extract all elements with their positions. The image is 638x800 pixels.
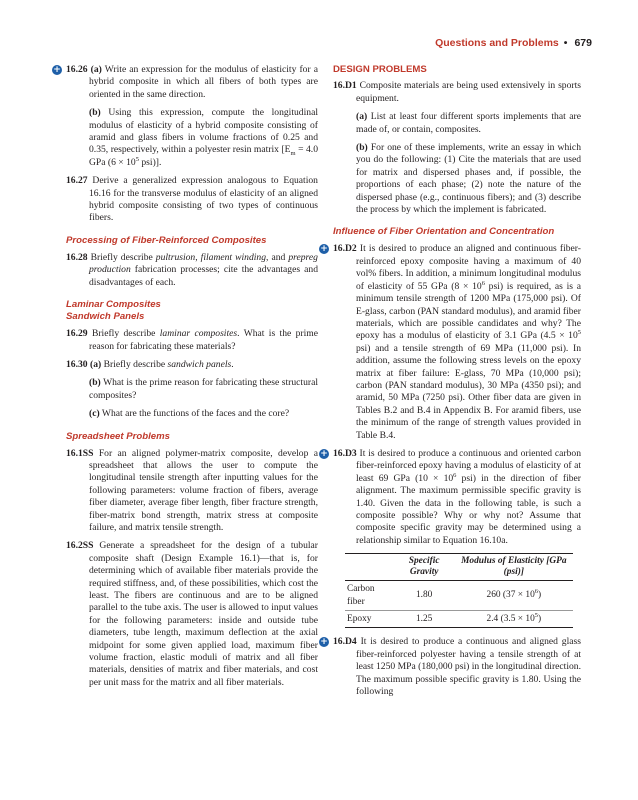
table-header	[345, 554, 394, 581]
problem-16-d1: 16.D1 Composite materials are being used extensively in sports equipment.	[333, 80, 581, 104]
problem-16-1ss: 16.1SS For an aligned polymer-matrix composite, develop a spreadsheet that allows the user to compute the longitudinal tensile strength after inputting values for the following parameters: volume fraction of fibers, average fiber diameter, average fiber length, fiber fracture strength, fiber-matrix bond strength, matrix stress at composite failure, and matrix tensile strength.	[66, 447, 318, 533]
section-heading-laminar: Laminar Composites	[66, 299, 161, 311]
problem-16-27: 16.27 Derive a generalized expression analogous to Equation 16.16 for the transverse modulus of elasticity of an aligned hybrid composite consisting of two types of continuous fibers.	[66, 175, 318, 224]
running-header	[435, 37, 592, 49]
section-heading-processing: Processing of Fiber-Reinforced Composites	[66, 234, 267, 246]
problem-16-30: 16.30 (a) Briefly describe sandwich panels.	[66, 358, 234, 370]
materials-table	[345, 553, 573, 628]
problem-16-d3: + 16.D3 It is desired to produce a continuous and oriented carbon fiber-reinforced epoxy having a modulus of elasticity of at least 69 GPa ($10 \times 10^6$ psi) in the direction of fiber alignment. The maximum permissible specific gravity is 1.40. Given the data in the following table, is such a composite possible? Why or why not? Assume that composite specific gravity may be determined using a relationship similar to Equation 16.10a.	[320, 447, 582, 546]
problem-16-26-b: (b) Using this expression, compute the longitudinal modulus of elasticity of a hybrid composite consisting of aramid and glass fibers in volume fractions of 0.25 and 0.35, respectively, within a polyester resin matrix [$E_m = 4.0$ GPa ($6 \times 10^5$ psi)].	[89, 107, 319, 168]
problem-16-d2: + 16.D2 It is desired to produce an aligned and continuous fiber-reinforced epoxy composite having a maximum of 40 vol% fibers. In addition, a minimum longitudinal modulus of elasticity of 55 GPa ($8 \times 10^6$ psi) is required, as is a minimum tensile strength of 1200 MPa (175,000 psi). Of E-glass, carbon (PAN standard modulus), and aramid fiber materials, which are possible candidates and why? The epoxy has a modulus of elasticity of 3.1 GPa ($4.5 \times 10^5$ psi) and a tensile strength of 69 MPa (11,000 psi). In addition, assume the following stress levels on the epoxy matrix at fiber failure: E-glass, 70 MPa (10,000 psi); carbon (PAN standard modulus), 30 MPa (4350 psi); and aramid, 50 MPa (7250 psi). Other fiber data are given in Tables B.2 and B.4 in Appendix B. For aramid fibers, use the minimum of the range of strength values provided in Table B.4.	[320, 243, 581, 441]
problem-16-29: 16.29 Briefly describe laminar composites. What is the prime reason for fabricating these materials?	[66, 328, 318, 352]
problem-16-2ss: 16.2SS Generate a spreadsheet for the design of a tubular composite shaft (Design Example 16.1)—that is, for determining which of available fiber materials provide the required stiffness, and, of these possibilities, which cost the least. The fibers are continuous and are to be aligned parallel to the tube axis. The user is allowed to input values for the following parameters: inside and outside tube diameters, tube length, maximum deflection at the axial midpoint for some given applied load, maximum fiber volume fraction, elastic moduli of matrix and all fiber materials, densities of matrix and fiber materials, and cost per unit mass for the matrix and all fiber materials.	[66, 540, 318, 688]
section-heading-influence: Influence of Fiber Orientation and Concentration	[333, 226, 555, 238]
plus-icon[interactable]: +	[320, 244, 328, 255]
problem-16-30-b: (b) What is the prime reason for fabricating these structural composites?	[89, 377, 318, 401]
page-number: 679	[574, 37, 592, 49]
problem-16-d4: + 16.D4 It is desired to produce a continuous and aligned glass fiber-reinforced polyester having a tensile strength of at least 1250 MPa (180,000 psi) in the longitudinal direction. The maximum possible specific gravity is 1.80. Using the following	[320, 636, 581, 698]
header-separator: •	[563, 37, 568, 49]
plus-icon[interactable]: +	[320, 637, 328, 648]
problem-16-d1-a: (a) List at least four different sports implements that are made of, or contain, composites.	[356, 111, 581, 135]
running-header-title: Questions and Problems	[435, 37, 559, 49]
table-row: Carbon fiber 1.80 260 $(37 \times 10^6)$	[345, 581, 573, 611]
plus-icon[interactable]: +	[53, 65, 61, 75]
table-header: Modulus of Elasticity [GPa (psi)]	[455, 554, 573, 581]
right-column	[320, 64, 582, 704]
section-heading-design: DESIGN PROBLEMS	[333, 64, 427, 75]
table-header: Specific Gravity	[394, 554, 455, 581]
table-row: Epoxy 1.25 2.4 $(3.5 \times 10^5)$	[345, 611, 573, 628]
plus-icon[interactable]: +	[320, 448, 328, 459]
section-heading-sandwich: Sandwich Panels	[66, 311, 145, 323]
section-heading-spreadsheet: Spreadsheet Problems	[66, 430, 170, 442]
problem-16-30-c: (c) What are the functions of the faces and the core?	[89, 408, 290, 420]
problem-16-28: 16.28 Briefly describe pultrusion, filament winding, and prepreg production fabrication processes; cite the advantages and disadvantages of each.	[66, 251, 318, 288]
left-column	[53, 64, 319, 695]
problem-16-26: + 16.26 (a) Write an expression for the modulus of elasticity for a hybrid composite in which all fibers of both types are oriented in the same direction.	[53, 64, 318, 100]
problem-16-d1-b: (b) For one of these implements, write an essay in which you do the following: (1) Cite the materials that are used for matrix and dispersed phases and, if possible, the proportions of each phase; (2) note the nature of the dispersed phase (e.g., continuous fibers); and (3) describe the process by which the implement is fabricated.	[356, 142, 581, 216]
